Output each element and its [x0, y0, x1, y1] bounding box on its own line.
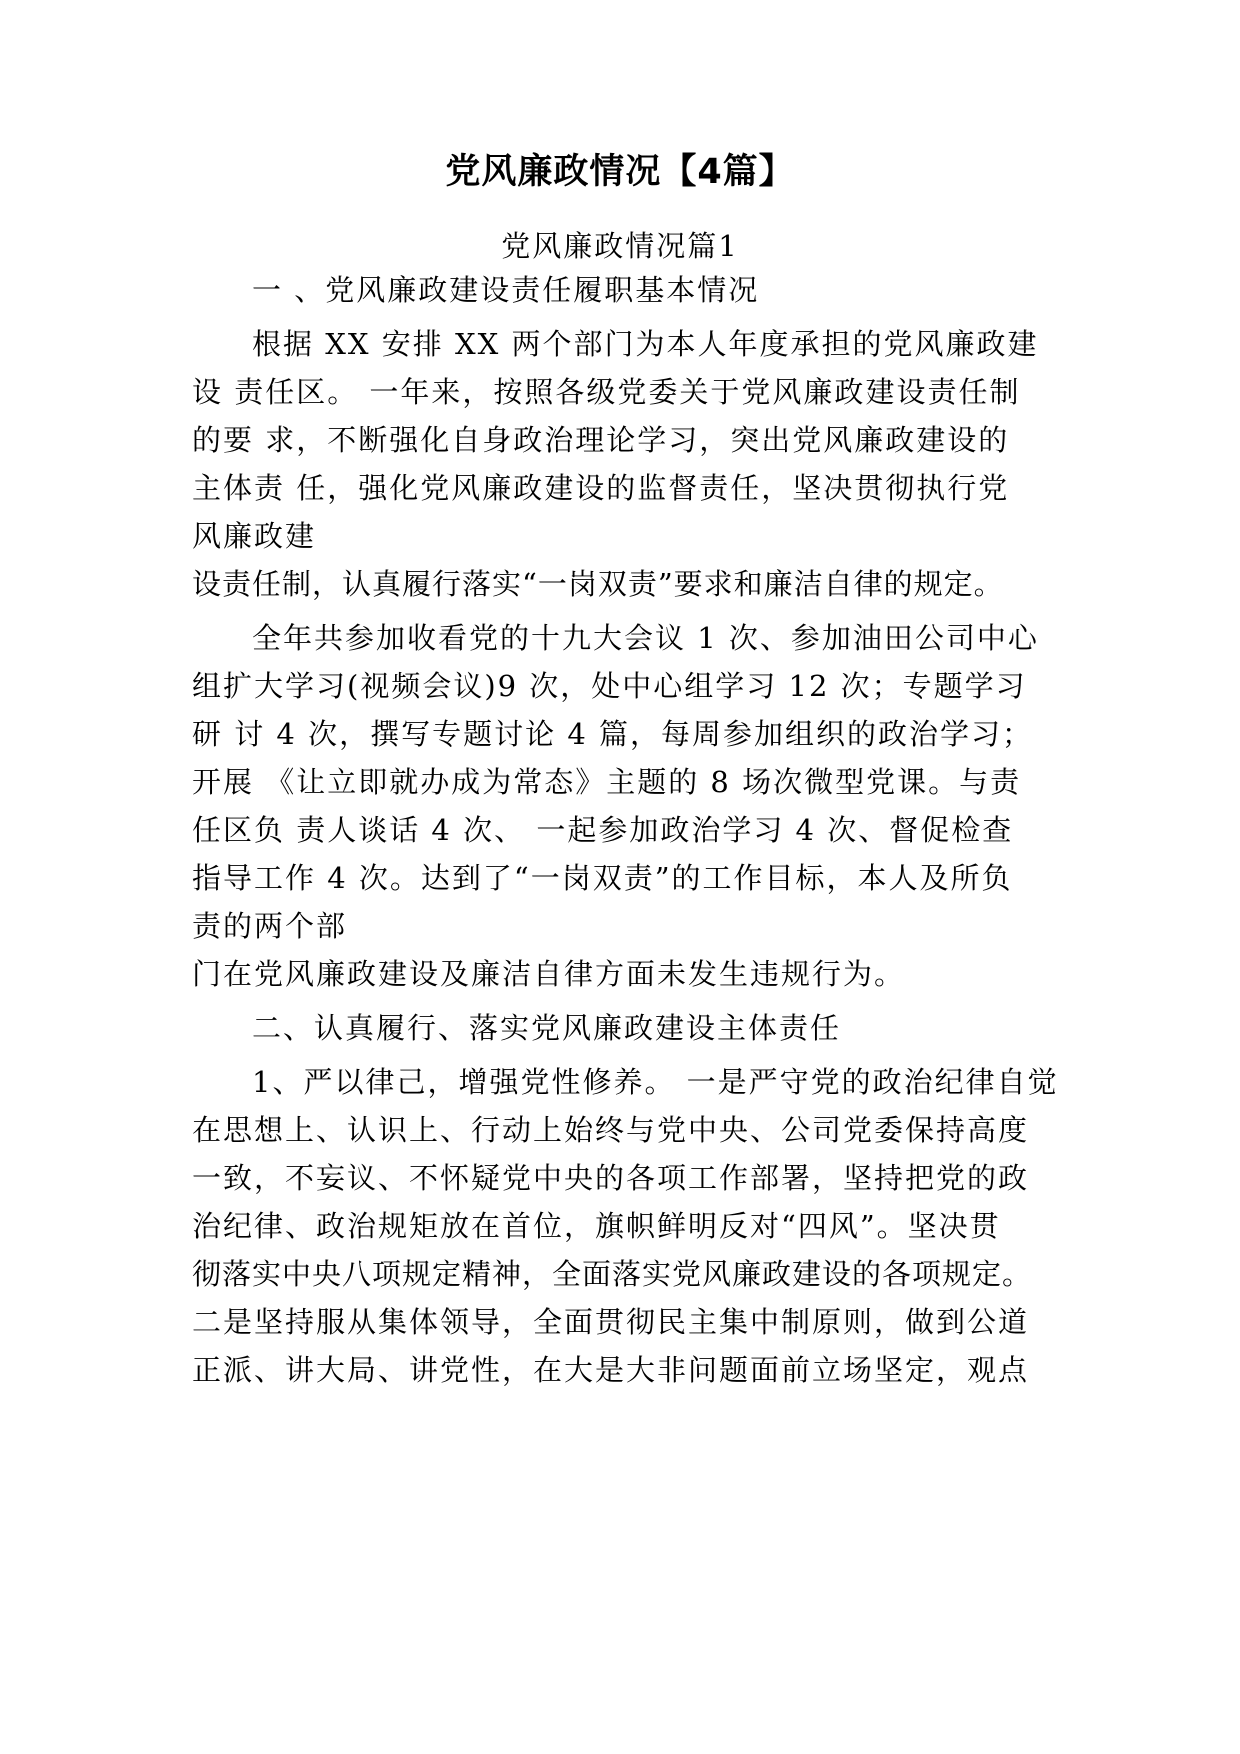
paragraph-line: 指导工作 4 次。达到了“一岗双责”的工作目标，本人及所负	[192, 861, 1013, 895]
paragraph-line: 一致，不妄议、不怀疑党中央的各项工作部署，坚持把党的政	[192, 1161, 1030, 1195]
paragraph-line: 风廉政建	[192, 519, 317, 553]
paragraph-line: 二是坚持服从集体领导，全面贯彻民主集中制原则，做到公道	[192, 1305, 1030, 1339]
paragraph-line: 全年共参加收看党的十九大会议 1 次、参加油田公司中心	[252, 621, 1039, 655]
paragraph-line: 主体责 任，强化党风廉政建设的监督责任，坚决贯彻执行党	[192, 471, 1010, 505]
paragraph-line: 组扩大学习(视频会议)9 次，处中心组学习 12 次；专题学习	[192, 669, 1027, 703]
paragraph-line: 根据 XX 安排 XX 两个部门为本人年度承担的党风廉政建	[252, 327, 1039, 361]
paragraph-line: 开展 《让立即就办成为常态》主题的 8 场次微型党课。与责	[192, 765, 1022, 799]
document-title: 党风廉政情况【4篇】	[445, 152, 795, 192]
paragraph-line: 任区负 责人谈话 4 次、 一起参加政治学习 4 次、督促检查	[192, 813, 1014, 847]
section-heading: 二、认真履行、落实党风廉政建设主体责任	[252, 1011, 842, 1045]
paragraph-line: 设责任制，认真履行落实“一岗双责”要求和廉洁自律的规定。	[192, 567, 1004, 601]
section-heading: 一 、党风廉政建设责任履职基本情况	[252, 273, 760, 307]
paragraph-line: 正派、讲大局、讲党性，在大是大非问题面前立场坚定，观点	[192, 1353, 1030, 1387]
paragraph-line: 研 讨 4 次，撰写专题讨论 4 篇，每周参加组织的政治学习；	[192, 717, 1033, 751]
paragraph-line: 1、严以律己，增强党性修养。 一是严守党的政治纪律自觉	[252, 1065, 1059, 1099]
paragraph-line: 设 责任区。 一年来，按照各级党委关于党风廉政建设责任制	[192, 375, 1021, 409]
paragraph-line: 的要 求，不断强化自身政治理论学习，突出党风廉政建设的	[192, 423, 1010, 457]
paragraph-line: 责的两个部	[192, 909, 348, 943]
paragraph-line: 门在党风廉政建设及廉洁自律方面未发生违规行为。	[192, 957, 906, 991]
paragraph-line: 彻落实中央八项规定精神，全面落实党风廉政建设的各项规定。	[192, 1257, 1033, 1291]
paragraph-line: 治纪律、政治规矩放在首位，旗帜鲜明反对“四风”。坚决贯	[192, 1209, 1001, 1243]
paragraph-line: 在思想上、认识上、行动上始终与党中央、公司党委保持高度	[192, 1113, 1030, 1147]
document-subtitle: 党风廉政情况篇1	[501, 229, 739, 263]
